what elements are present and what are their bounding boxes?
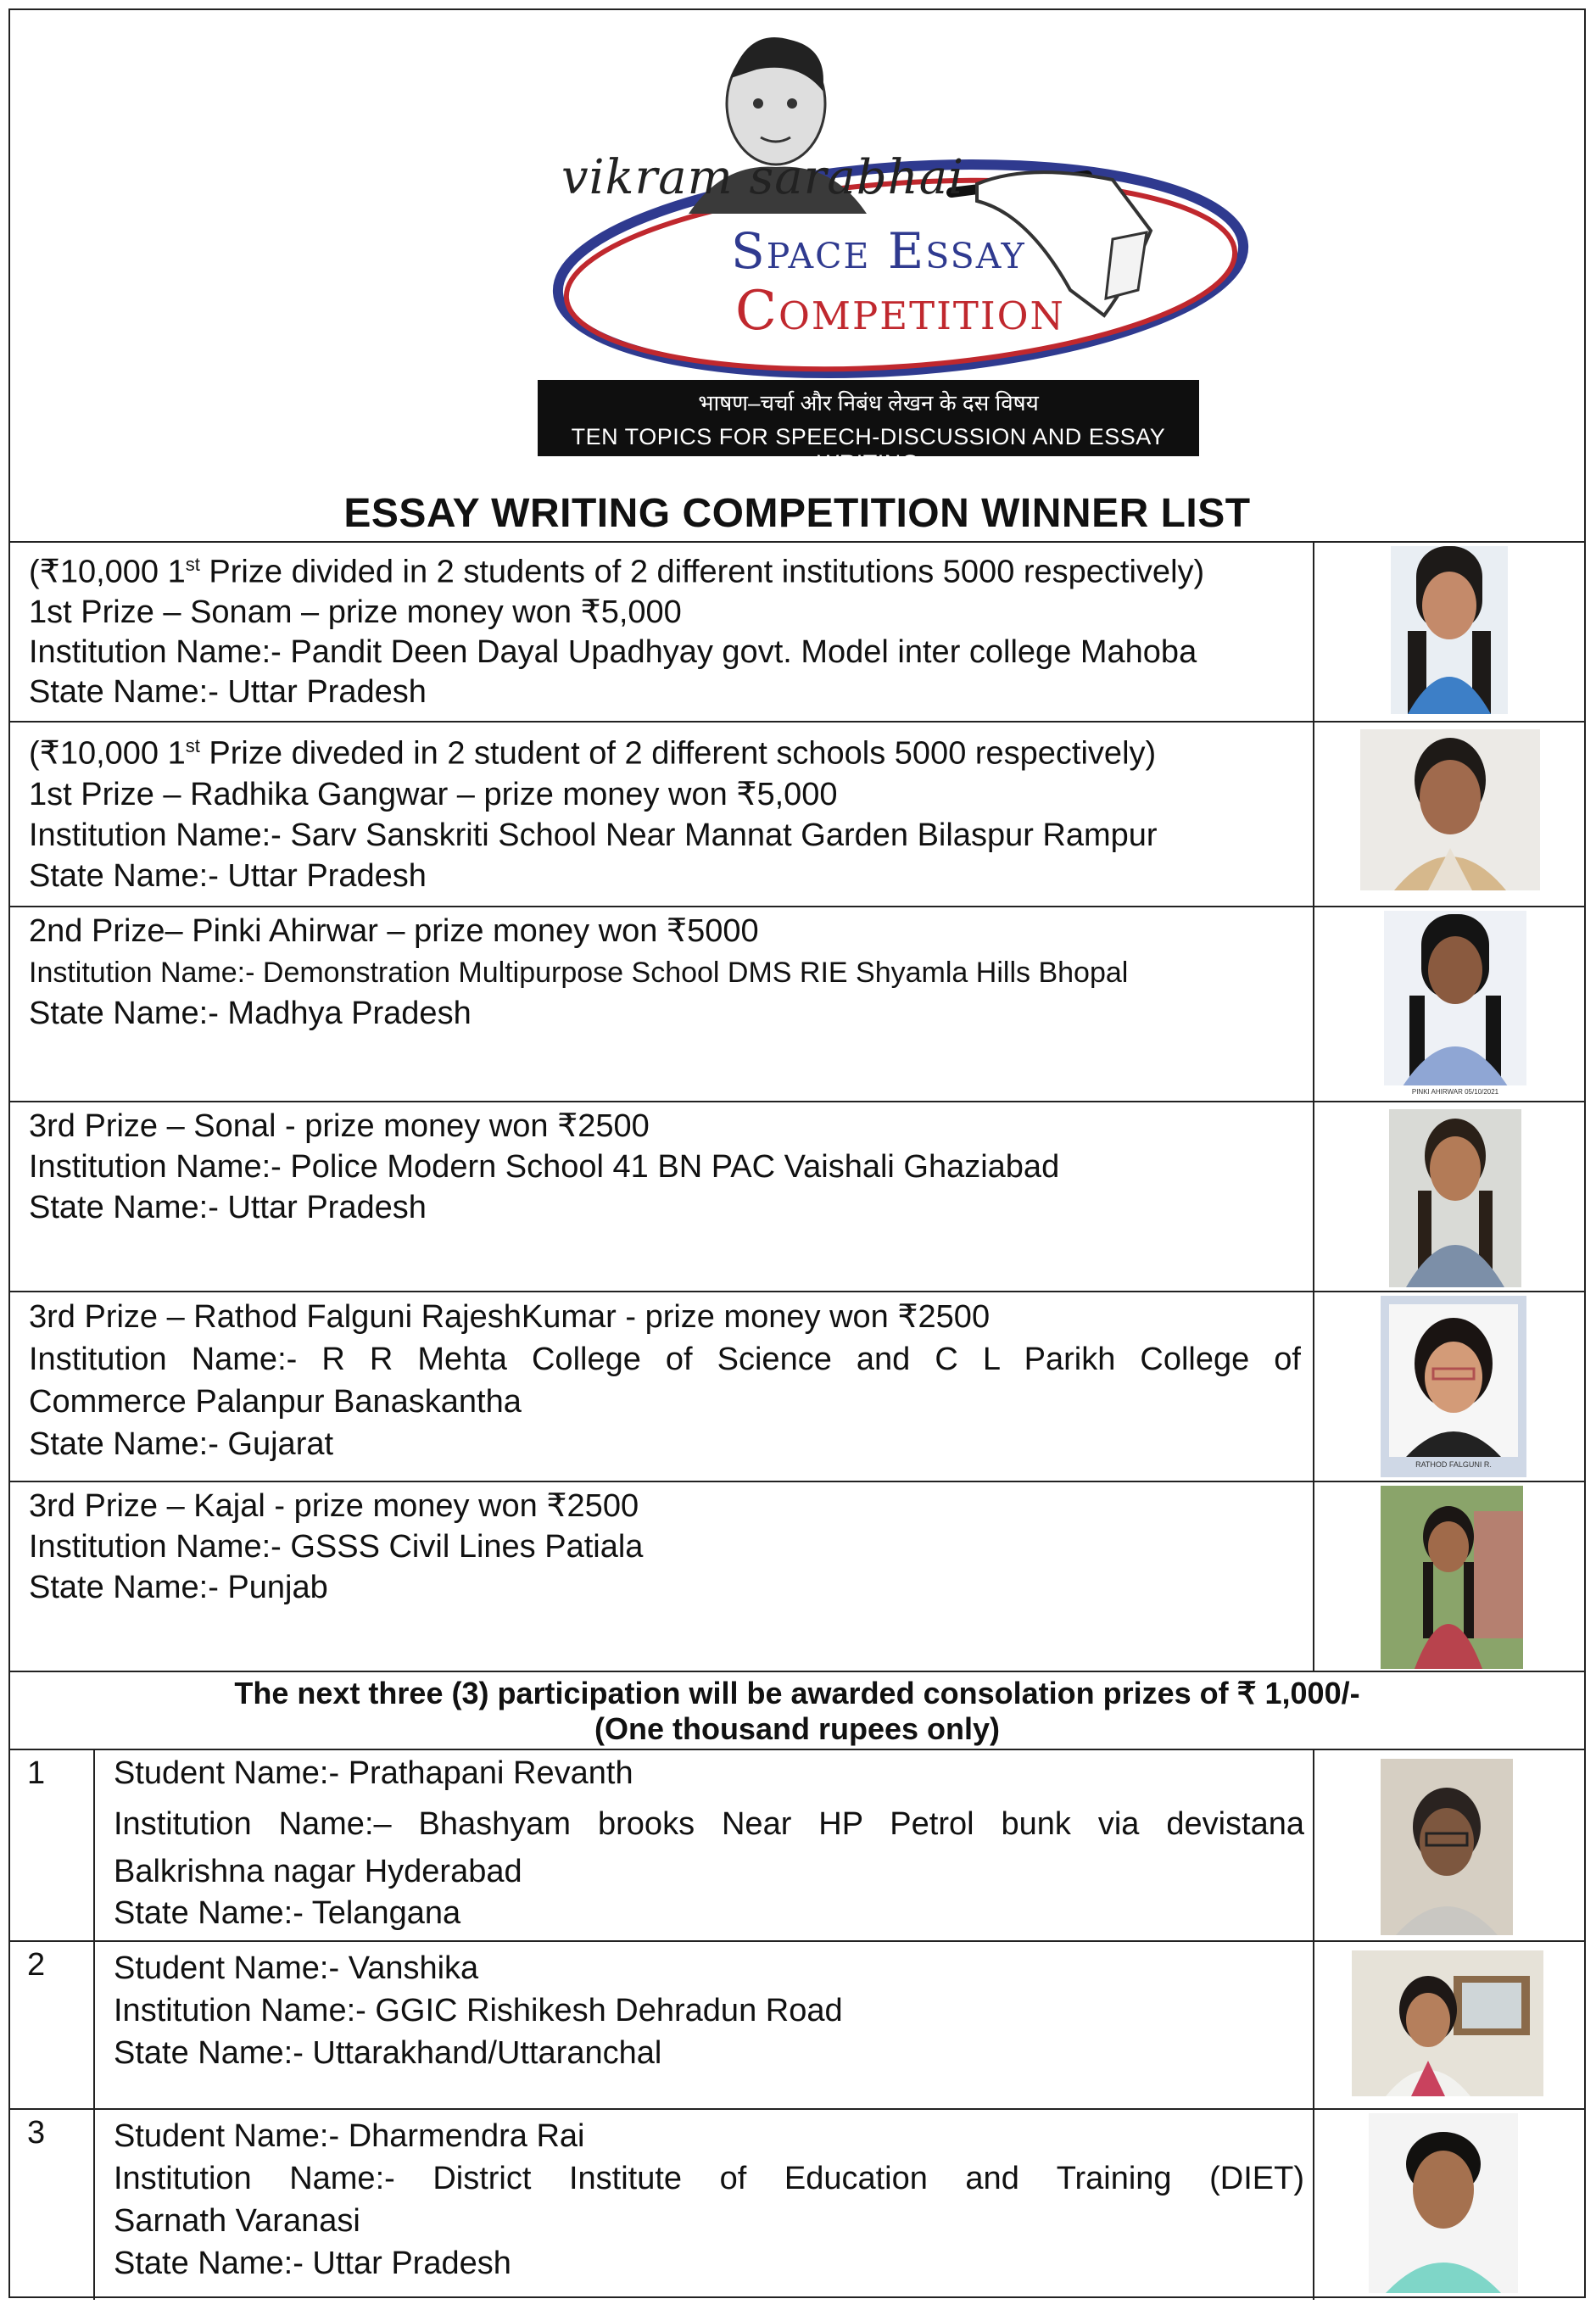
winner-row: [10, 1291, 1584, 1481]
student-photo: [1360, 729, 1540, 890]
banner-english: TEN TOPICS FOR SPEECH-DISCUSSION AND ESSAY WRITING: [571, 424, 1166, 476]
student-photo: [1352, 1950, 1543, 2096]
state-line: State Name:- Gujarat: [29, 1426, 334, 1462]
student-name-line: Student Name:- Prathapani Revanth: [114, 1755, 633, 1791]
photo-caption: PINKI AHIRWAR 05/10/2021: [1411, 1088, 1499, 1096]
prize-line: 3rd Prize – Rathod Falguni RajeshKumar - prize money won ₹2500: [29, 1299, 991, 1335]
student-photo: [1384, 911, 1526, 1096]
student-photo: [1369, 2113, 1518, 2293]
institution-line-cont: Sarnath Varanasi: [114, 2203, 360, 2239]
institution-line-cont: Commerce Palanpur Banaskantha: [29, 1384, 522, 1420]
topics-banner: [538, 380, 1199, 476]
prize-line: 1st Prize – Radhika Gangwar – prize money won ₹5,000: [29, 776, 838, 812]
student-photo: [1381, 1296, 1526, 1477]
winner-row: [10, 1481, 1584, 1671]
signature-text: vikram sarabhai: [561, 150, 965, 205]
state-line: State Name:- Telangana: [114, 1895, 461, 1931]
institution-line: Institution Name:- Police Modern School 41 BN PAC Vaishali Ghaziabad: [29, 1149, 1060, 1185]
prize-note: (₹10,000 1st Prize divided in 2 students of 2 different institutions 5000 respectively): [29, 554, 1205, 590]
student-photo: [1381, 1759, 1513, 1935]
institution-line: Institution Name:- Pandit Deen Dayal Upadhyay govt. Model inter college Mahoba: [29, 633, 1197, 670]
institution-line: Institution Name:- District Institute of Education and Training (DIET): [114, 2161, 1304, 2196]
student-name-line: Student Name:- Dharmendra Rai: [114, 2118, 585, 2154]
institution-line: Institution Name:- Sarv Sanskriti School Near Mannat Garden Bilaspur Rampur: [29, 817, 1158, 853]
winner-row: [10, 721, 1584, 906]
state-line: State Name:- Uttar Pradesh: [29, 673, 427, 710]
institution-line: Institution Name:– Bhashyam brooks Near HP Petrol bunk via devistana: [114, 1806, 1304, 1842]
consolation-heading-line2: (One thousand rupees only): [594, 1711, 1001, 1746]
prize-line: 2nd Prize– Pinki Ahirwar – prize money won ₹5000: [29, 913, 759, 949]
institution-line: Institution Name:- GGIC Rishikesh Dehradun Road: [114, 1993, 843, 2028]
consolation-row: [10, 1940, 1584, 2108]
state-line: State Name:- Uttar Pradesh: [114, 2246, 511, 2281]
prize-line: 3rd Prize – Kajal - prize money won ₹2500: [29, 1488, 639, 1524]
state-line: State Name:- Punjab: [29, 1570, 328, 1605]
prize-line: 3rd Prize – Sonal - prize money won ₹2500: [29, 1108, 650, 1144]
logo-title-line2: Competition: [735, 280, 1065, 343]
state-line: State Name:- Uttarakhand/Uttaranchal: [114, 2035, 662, 2071]
state-line: State Name:- Uttar Pradesh: [29, 857, 427, 894]
student-name-line: Student Name:- Vanshika: [114, 1950, 479, 1986]
institution-line: Institution Name:- GSSS Civil Lines Patiala: [29, 1529, 644, 1565]
student-photo: [1389, 1109, 1521, 1287]
row-number: 1: [27, 1755, 46, 1791]
student-photo: [1381, 1486, 1523, 1669]
consolation-heading: [10, 1671, 1584, 1749]
consolation-heading-line1: The next three (3) participation will be awarded consolation prizes of ₹ 1,000/-: [234, 1676, 1360, 1710]
winner-row: [10, 1101, 1584, 1291]
student-photo: [1391, 546, 1508, 714]
institution-line: Institution Name:- R R Mehta College of Science and C L Parikh College of: [29, 1342, 1301, 1377]
winner-row: [10, 906, 1584, 1101]
consolation-row: [10, 1749, 1584, 1940]
prize-note: (₹10,000 1st Prize diveded in 2 student of 2 different schools 5000 respectively): [29, 735, 1157, 772]
row-number: 2: [27, 1947, 46, 1983]
winner-list-sheet: [8, 8, 1586, 2298]
winner-row: [10, 541, 1584, 721]
page-title: ESSAY WRITING COMPETITION WINNER LIST: [343, 491, 1251, 536]
institution-text: Institution Name:- Demonstration Multipurpose School DMS RIE Shyamla Hills Bhopal: [29, 957, 1129, 989]
photo-caption: RATHOD FALGUNI R.: [1415, 1460, 1492, 1469]
consolation-row: [10, 2108, 1584, 2300]
banner-hindi: भाषण–चर्चा और निबंध लेखन के दस विषय: [698, 390, 1039, 416]
state-line: State Name:- Madhya Pradesh: [29, 996, 472, 1031]
institution-line-cont: Balkrishna nagar Hyderabad: [114, 1854, 522, 1889]
competition-logo: [10, 10, 1584, 485]
state-line: State Name:- Uttar Pradesh: [29, 1190, 427, 1225]
prize-line: 1st Prize – Sonam – prize money won ₹5,000: [29, 594, 682, 630]
logo-title-line1: Space Essay: [731, 222, 1026, 280]
row-number: 3: [27, 2115, 46, 2151]
institution-line: [29, 951, 1301, 993]
